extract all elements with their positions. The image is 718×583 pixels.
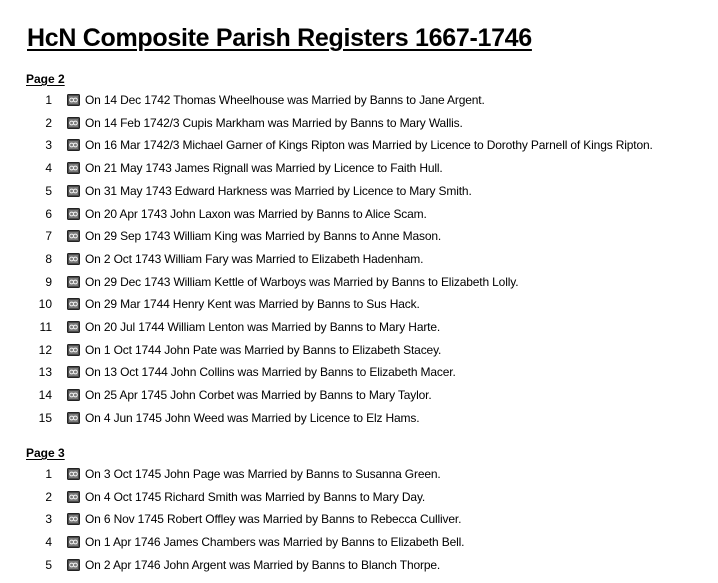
entry-number: 4	[45, 535, 52, 550]
list-item	[0, 407, 718, 429]
entry-text: On 20 Jul 1744 William Lenton was Married by Banns to Mary Harte.	[85, 320, 441, 334]
list-item	[0, 89, 718, 111]
entry-number: 1	[45, 93, 52, 107]
marriage-record-icon[interactable]	[67, 468, 80, 480]
entry-number: 2	[45, 115, 52, 130]
entry-number: 9	[45, 274, 52, 289]
entry-number: 5	[45, 557, 52, 572]
list-item	[0, 361, 718, 383]
entry-number: 3	[45, 512, 52, 527]
marriage-record-icon[interactable]	[67, 230, 80, 242]
entry-number: 10	[38, 297, 52, 312]
entry-number: 11	[39, 320, 52, 334]
entry-text: On 4 Jun 1745 John Weed was Married by Licence to Elz Hams.	[85, 410, 420, 425]
entry-text: On 21 May 1743 James Rignall was Married by Licence to Faith Hull.	[85, 161, 443, 176]
list-item	[0, 248, 718, 270]
entry-text: On 3 Oct 1745 John Page was Married by Banns to Susanna Green.	[85, 467, 441, 481]
entry-text: On 2 Apr 1746 John Argent was Married by Banns to Blanch Thorpe.	[85, 557, 441, 572]
list-item	[0, 508, 718, 530]
marriage-record-icon[interactable]	[67, 412, 80, 424]
list-item	[0, 531, 718, 553]
entry-text: On 2 Oct 1743 William Fary was Married to Elizabeth Hadenham.	[85, 251, 424, 266]
entry-text: On 14 Feb 1742/3 Cupis Markham was Married by Banns to Mary Wallis.	[85, 115, 463, 130]
list-item	[0, 112, 718, 134]
entry-number: 6	[45, 206, 52, 221]
entry-text: On 1 Oct 1744 John Pate was Married by Banns to Elizabeth Stacey.	[85, 342, 442, 357]
marriage-record-icon[interactable]	[67, 491, 80, 503]
entry-number: 4	[45, 161, 52, 176]
marriage-record-icon[interactable]	[67, 117, 80, 129]
list-item	[0, 384, 718, 406]
list-item	[0, 225, 718, 247]
list-item	[0, 293, 718, 315]
marriage-record-icon[interactable]	[67, 185, 80, 197]
marriage-record-icon[interactable]	[67, 389, 80, 401]
entry-number: 12	[38, 342, 52, 357]
list-item	[0, 134, 718, 156]
entry-text: On 1 Apr 1746 James Chambers was Married by Banns to Elizabeth Bell.	[85, 535, 465, 550]
marriage-record-icon[interactable]	[67, 253, 80, 265]
entry-text: On 20 Apr 1743 John Laxon was Married by Banns to Alice Scam.	[85, 206, 427, 221]
marriage-record-icon[interactable]	[67, 344, 80, 356]
entry-number: 8	[45, 251, 52, 266]
marriage-record-icon[interactable]	[67, 276, 80, 288]
list-item	[0, 157, 718, 179]
entry-text: On 4 Oct 1745 Richard Smith was Married by Banns to Mary Day.	[85, 489, 426, 504]
entry-text: On 29 Mar 1744 Henry Kent was Married by Banns to Sus Hack.	[85, 297, 420, 312]
marriage-record-icon[interactable]	[67, 208, 80, 220]
entry-number: 13	[38, 365, 52, 380]
list-item	[0, 180, 718, 202]
entry-text: On 6 Nov 1745 Robert Offley was Married by Banns to Rebecca Culliver.	[85, 512, 462, 527]
entry-number: 15	[38, 410, 52, 425]
list-item	[0, 316, 718, 338]
entry-text: On 13 Oct 1744 John Collins was Married by Banns to Elizabeth Macer.	[85, 365, 456, 380]
marriage-record-icon[interactable]	[67, 298, 80, 310]
page-heading: Page 3	[26, 446, 65, 460]
page-heading: Page 2	[26, 72, 65, 86]
marriage-record-icon[interactable]	[67, 162, 80, 174]
list-item	[0, 554, 718, 576]
entry-number: 3	[45, 138, 52, 153]
list-item	[0, 271, 718, 293]
list-item	[0, 339, 718, 361]
document-title: HcN Composite Parish Registers 1667-1746	[27, 24, 532, 52]
entry-text: On 16 Mar 1742/3 Michael Garner of Kings Ripton was Married by Licence to Dorothy Parnell of Kings Ripton.	[85, 138, 653, 153]
marriage-record-icon[interactable]	[67, 366, 80, 378]
entry-number: 7	[45, 229, 52, 244]
marriage-record-icon[interactable]	[67, 321, 80, 333]
marriage-record-icon[interactable]	[67, 139, 80, 151]
marriage-record-icon[interactable]	[67, 536, 80, 548]
list-item	[0, 203, 718, 225]
entry-text: On 29 Dec 1743 William Kettle of Warboys was Married by Banns to Elizabeth Lolly.	[85, 274, 519, 289]
entry-text: On 31 May 1743 Edward Harkness was Married by Licence to Mary Smith.	[85, 183, 472, 198]
marriage-record-icon[interactable]	[67, 94, 80, 106]
marriage-record-icon[interactable]	[67, 513, 80, 525]
entry-number: 5	[45, 183, 52, 198]
list-item	[0, 463, 718, 485]
entry-number: 14	[38, 388, 52, 403]
list-item	[0, 486, 718, 508]
entry-text: On 29 Sep 1743 William King was Married by Banns to Anne Mason.	[85, 229, 442, 244]
entry-number: 1	[45, 467, 52, 481]
entry-text: On 25 Apr 1745 John Corbet was Married by Banns to Mary Taylor.	[85, 388, 432, 403]
entry-number: 2	[45, 489, 52, 504]
entry-text: On 14 Dec 1742 Thomas Wheelhouse was Married by Banns to Jane Argent.	[85, 93, 485, 107]
marriage-record-icon[interactable]	[67, 559, 80, 571]
